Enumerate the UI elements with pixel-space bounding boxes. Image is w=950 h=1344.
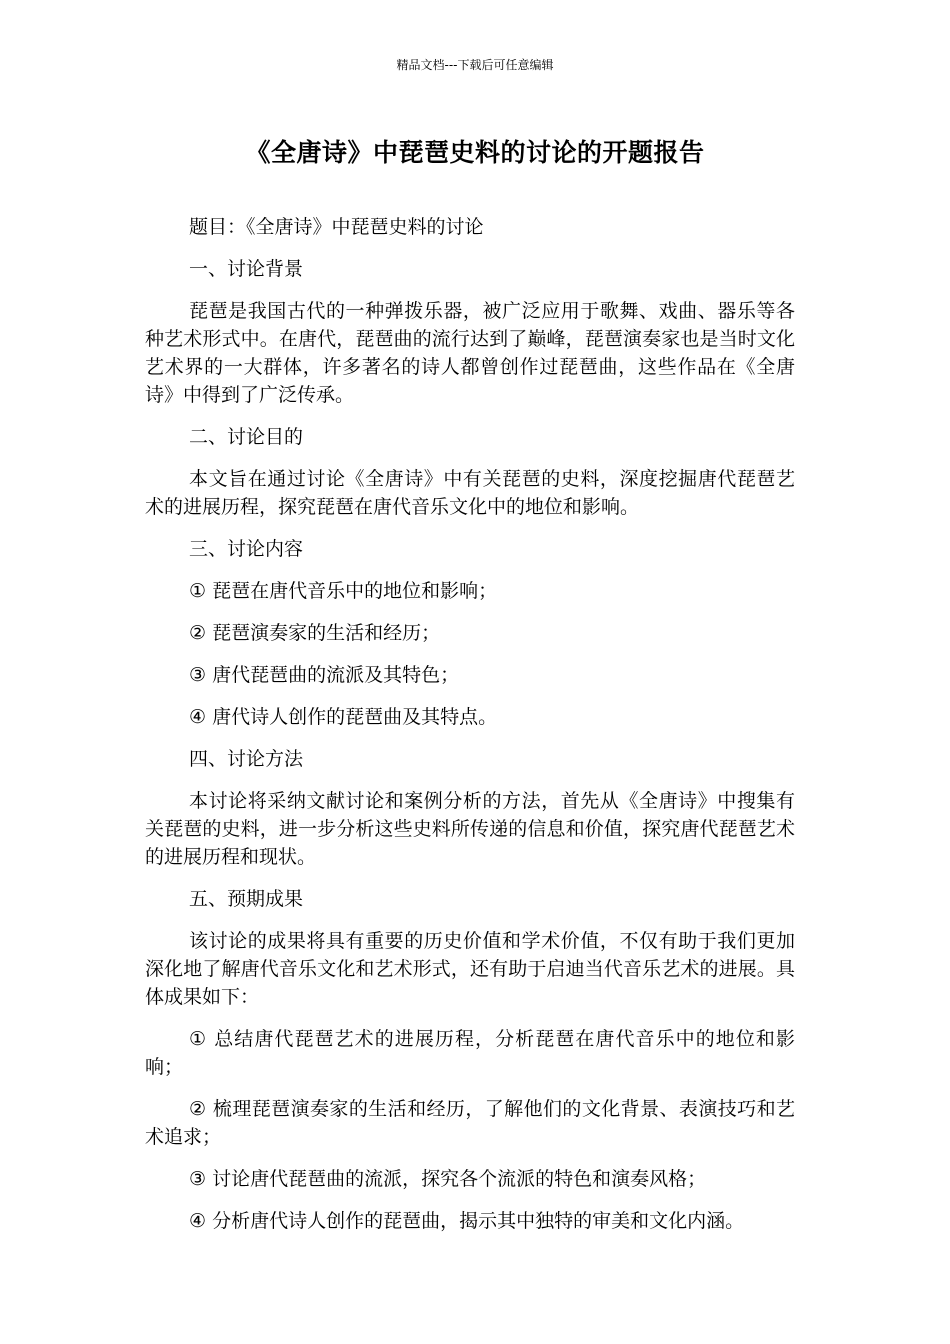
page-header: 精品文档---下载后可任意编辑: [396, 58, 554, 72]
outcome-item-2: ② 梳理琵琶演奏家的生活和经历，了解他们的文化背景、表演技巧和艺术追求；: [145, 1098, 795, 1148]
outcome-item-4: ④ 分析唐代诗人创作的琵琶曲，揭示其中独特的审美和文化内涵。: [189, 1210, 745, 1232]
content-item-4: ④ 唐代诗人创作的琵琶曲及其特点。: [189, 706, 498, 728]
outcome-item-3: ③ 讨论唐代琵琶曲的流派，探究各个流派的特色和演奏风格；: [189, 1168, 707, 1190]
outcome-item-1: ① 总结唐代琵琶艺术的进展历程，分析琵琶在唐代音乐中的地位和影响；: [145, 1028, 795, 1078]
section-heading-method: 四、讨论方法: [189, 748, 304, 770]
background-paragraph: 琵琶是我国古代的一种弹拨乐器，被广泛应用于歌舞、戏曲、器乐等各种艺术形式中。在唐代，琵琶曲的流行达到了巅峰，琵琶演奏家也是当时文化艺术界的一大群体，许多著名的诗人都曾创作过琵琶曲，这些作品在《全唐诗》中得到了广泛传承。: [145, 300, 795, 406]
topic-line: 题目：《全唐诗》中琵琶史料的讨论: [189, 216, 484, 238]
content-item-3: ③ 唐代琵琶曲的流派及其特色；: [189, 664, 460, 686]
content-item-1: ① 琵琶在唐代音乐中的地位和影响；: [189, 580, 498, 602]
section-heading-content: 三、讨论内容: [189, 538, 304, 560]
document-title: 《全唐诗》中琵琶史料的讨论的开题报告: [245, 138, 705, 167]
document-body: [145, 213, 795, 1249]
content-item-2: ② 琵琶演奏家的生活和经历；: [189, 622, 441, 644]
section-heading-background: 一、讨论背景: [189, 258, 304, 280]
section-heading-outcomes: 五、预期成果: [189, 888, 304, 910]
section-heading-purpose: 二、讨论目的: [189, 426, 304, 448]
outcomes-paragraph: 该讨论的成果将具有重要的历史价值和学术价值，不仅有助于我们更加深化地了解唐代音乐文化和艺术形式，还有助于启迪当代音乐艺术的进展。具体成果如下：: [145, 930, 795, 1008]
method-paragraph: 本讨论将采纳文献讨论和案例分析的方法，首先从《全唐诗》中搜集有关琵琶的史料，进一步分析这些史料所传递的信息和价值，探究唐代琵琶艺术的进展历程和现状。: [145, 790, 795, 868]
purpose-paragraph: 本文旨在通过讨论《全唐诗》中有关琵琶的史料，深度挖掘唐代琵琶艺术的进展历程，探究琵琶在唐代音乐文化中的地位和影响。: [145, 468, 795, 518]
